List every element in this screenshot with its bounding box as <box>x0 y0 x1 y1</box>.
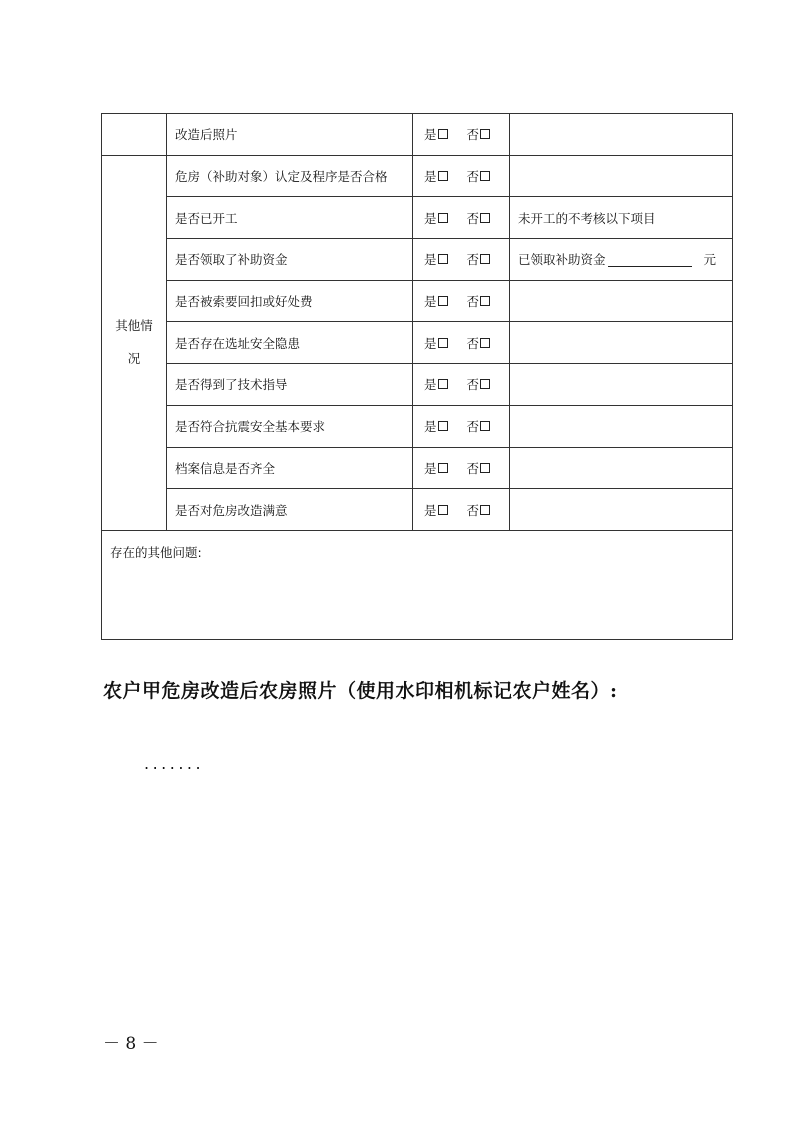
yes-label: 是 <box>424 210 437 226</box>
yes-checkbox[interactable] <box>438 171 448 181</box>
other-issues-field[interactable] <box>102 530 733 639</box>
no-checkbox[interactable] <box>480 296 490 306</box>
no-label: 否 <box>466 169 480 185</box>
yes-checkbox[interactable] <box>438 338 448 348</box>
yes-no-cell <box>413 405 510 447</box>
no-checkbox[interactable] <box>480 338 490 348</box>
item-label: 危房（补助对象）认定及程序是否合格 <box>167 155 413 197</box>
no-checkbox[interactable] <box>480 463 490 473</box>
continuation-ellipsis: ....... <box>144 754 205 773</box>
no-label: 否 <box>466 294 480 310</box>
yes-no-cell <box>413 197 510 239</box>
no-checkbox[interactable] <box>480 505 490 515</box>
table-row <box>102 239 733 281</box>
yes-no-cell <box>413 280 510 322</box>
note-cell <box>510 280 733 322</box>
note-cell <box>510 155 733 197</box>
yes-label: 是 <box>424 335 437 351</box>
yes-label: 是 <box>424 377 437 393</box>
other-issues-row <box>102 530 733 639</box>
category-label: 其他情况 <box>102 155 167 530</box>
note-cell <box>510 447 733 489</box>
table-row <box>102 280 733 322</box>
yes-label: 是 <box>424 460 437 476</box>
note-cell <box>510 322 733 364</box>
currency-unit: 元 <box>703 252 717 268</box>
no-label: 否 <box>466 419 480 435</box>
note-cell <box>510 364 733 406</box>
no-checkbox[interactable] <box>480 379 490 389</box>
table-row <box>102 405 733 447</box>
item-label: 是否对危房改造满意 <box>167 489 413 531</box>
yes-label: 是 <box>424 127 437 143</box>
other-issues-label: 存在的其他问题: <box>110 544 202 560</box>
yes-no-cell <box>413 447 510 489</box>
item-label: 是否被索要回扣或好处费 <box>167 280 413 322</box>
no-checkbox[interactable] <box>480 129 490 139</box>
yes-checkbox[interactable] <box>438 254 448 264</box>
no-checkbox[interactable] <box>480 213 490 223</box>
subsidy-received-label: 已领取补助资金 <box>518 252 606 268</box>
item-label: 是否符合抗震安全基本要求 <box>167 405 413 447</box>
no-checkbox[interactable] <box>480 254 490 264</box>
page-number: － 8 － <box>103 1034 159 1054</box>
no-label: 否 <box>466 127 480 143</box>
item-label: 是否领取了补助资金 <box>167 239 413 281</box>
yes-label: 是 <box>424 419 437 435</box>
no-label: 否 <box>466 502 480 518</box>
table-row <box>102 364 733 406</box>
item-label: 是否存在选址安全隐患 <box>167 322 413 364</box>
table-row <box>102 322 733 364</box>
table-row <box>102 447 733 489</box>
yes-no-cell <box>413 364 510 406</box>
yes-no-cell <box>413 489 510 531</box>
note-cell <box>510 405 733 447</box>
inspection-table <box>101 113 733 640</box>
yes-checkbox[interactable] <box>438 505 448 515</box>
table-row <box>102 197 733 239</box>
yes-checkbox[interactable] <box>438 463 448 473</box>
yes-checkbox[interactable] <box>438 213 448 223</box>
yes-label: 是 <box>424 252 437 268</box>
no-label: 否 <box>466 210 480 226</box>
table-row <box>102 155 733 197</box>
item-label: 档案信息是否齐全 <box>167 447 413 489</box>
note-cell <box>510 239 733 281</box>
yes-label: 是 <box>424 294 437 310</box>
photo-section-heading: 农户甲危房改造后农房照片（使用水印相机标记农户姓名）: <box>103 680 618 702</box>
yes-label: 是 <box>424 169 437 185</box>
yes-checkbox[interactable] <box>438 421 448 431</box>
no-checkbox[interactable] <box>480 171 490 181</box>
no-checkbox[interactable] <box>480 421 490 431</box>
item-label: 是否得到了技术指导 <box>167 364 413 406</box>
yes-label: 是 <box>424 502 437 518</box>
yes-no-cell <box>413 114 510 156</box>
item-label: 改造后照片 <box>167 114 413 156</box>
yes-no-cell <box>413 322 510 364</box>
subsidy-amount-blank[interactable] <box>608 254 692 267</box>
yes-checkbox[interactable] <box>438 129 448 139</box>
yes-checkbox[interactable] <box>438 379 448 389</box>
no-label: 否 <box>466 460 480 476</box>
table-row <box>102 114 733 156</box>
no-label: 否 <box>466 335 480 351</box>
yes-checkbox[interactable] <box>438 296 448 306</box>
table-row <box>102 489 733 531</box>
no-label: 否 <box>466 252 480 268</box>
item-label: 是否已开工 <box>167 197 413 239</box>
note-cell <box>510 114 733 156</box>
yes-no-cell <box>413 155 510 197</box>
category-cell-empty <box>102 114 167 156</box>
note-cell: 未开工的不考核以下项目 <box>510 197 733 239</box>
note-cell <box>510 489 733 531</box>
no-label: 否 <box>466 377 480 393</box>
yes-no-cell <box>413 239 510 281</box>
